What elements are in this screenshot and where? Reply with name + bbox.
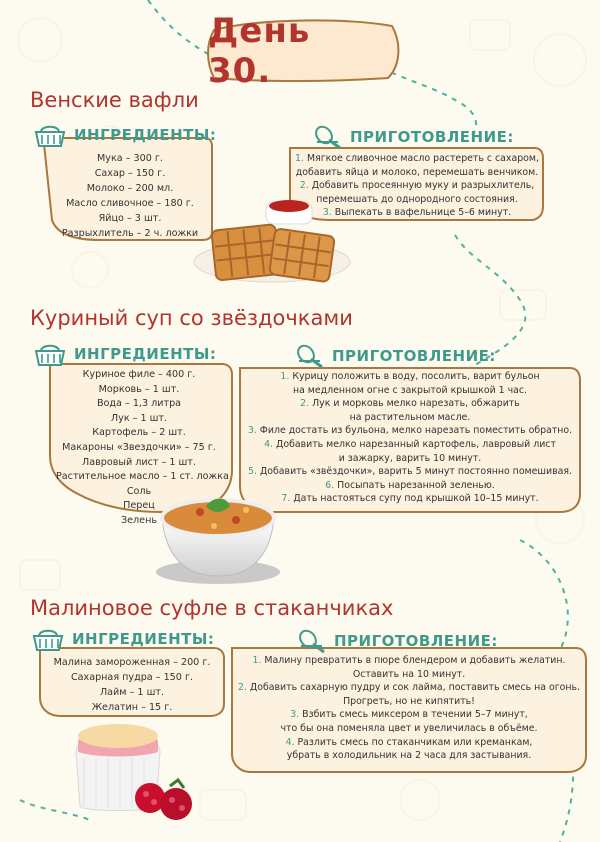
- ingredient-item: Зелень: [120, 514, 157, 526]
- ingredients-list-2: [56, 368, 229, 529]
- ingredient-item: Лук – 1 шт.: [110, 412, 168, 424]
- page-title: День 30.: [208, 11, 311, 91]
- step-line: 7. Дать настояться супу под крышкой 10–15 минут.: [281, 493, 539, 505]
- ingredients-list-3: [42, 655, 222, 715]
- step-line: Оставить на 10 минут.: [352, 668, 466, 680]
- preparation-heading-3: ПРИГОТОВЛЕНИЕ:: [298, 628, 498, 654]
- step-line: 4. Добавить мелко нарезанный картофель, лавровый лист: [264, 438, 556, 450]
- step-line: 3. Взбить смесь миксером в течении 5–7 минут,: [290, 709, 528, 721]
- step-line: на растительном масле.: [349, 411, 471, 423]
- step-line: перемешать до однородного состояния.: [316, 193, 518, 205]
- ingredient-item: Мука – 300 г.: [97, 153, 163, 164]
- ingredient-item: Сахар – 150 г.: [94, 168, 166, 179]
- step-line: 1. Мягкое сливочное масло растереть с сахаром,: [295, 153, 539, 164]
- ingredients-heading-3: ИНГРЕДИЕНТЫ:: [30, 626, 214, 652]
- ingredients-list-1: [52, 151, 208, 241]
- step-line: добавить яйца и молоко, перемешать венчиком.: [295, 166, 539, 178]
- raspberry-souffle-illustration: [76, 724, 192, 820]
- basket-icon: [32, 122, 68, 148]
- recipe-title-1: Венские вафли: [30, 88, 199, 112]
- step-line: убрать в холодильник на 2 часа для застывания.: [286, 750, 532, 762]
- step-line: и зажарку, варить 10 минут.: [338, 452, 482, 464]
- recipe-title-3: Малиновое суфле в стаканчиках: [30, 596, 394, 620]
- ingredients-heading-2: ИНГРЕДИЕНТЫ:: [32, 341, 216, 367]
- step-line: 5. Добавить «звёздочки», варить 5 минут постоянно помешивая.: [248, 466, 572, 478]
- ingredient-item: Лайм – 1 шт.: [99, 687, 165, 698]
- preparation-steps-3: [234, 654, 584, 763]
- ingredient-item: Желатин – 15 г.: [91, 702, 173, 713]
- ingredient-item: Сахарная пудра – 150 г.: [70, 672, 194, 683]
- ingredients-heading-1: ИНГРЕДИЕНТЫ:: [32, 122, 216, 148]
- preparation-steps-1: [294, 152, 540, 220]
- step-line: на медленном огне с закрытой крышкой 1 час.: [292, 384, 528, 396]
- step-line: 4. Разлить смесь по стаканчикам или креманкам,: [285, 736, 533, 748]
- ingredient-item: Макароны «Звездочки» – 75 г.: [62, 441, 216, 453]
- preparation-heading-2: ПРИГОТОВЛЕНИЕ:: [296, 343, 496, 369]
- ingredient-item: Масло сливочное – 180 г.: [66, 198, 194, 209]
- step-line: 2. Добавить сахарную пудру и сок лайма, поставить смесь на огонь.: [237, 682, 580, 694]
- step-line: 1. Малину превратить в пюре блендером и добавить желатин.: [252, 655, 566, 666]
- step-line: 3. Выпекать в вафельнице 5–6 минут.: [322, 207, 512, 219]
- ingredient-item: Лавровый лист – 1 шт.: [82, 456, 196, 468]
- ingredient-item: Разрыхлитель – 2 ч. ложки: [61, 228, 199, 239]
- whisk-icon: [296, 343, 326, 369]
- ingredient-item: Малина замороженная – 200 г.: [53, 657, 211, 668]
- basket-icon: [32, 341, 68, 367]
- ingredient-item: Вода – 1,3 литра: [96, 398, 182, 410]
- ingredient-item: Картофель – 2 шт.: [92, 427, 186, 439]
- ingredient-item: Растительное масло – 1 ст. ложка: [56, 471, 229, 483]
- step-line: 1. Курицу положить в воду, посолить, варит бульон: [280, 371, 540, 382]
- step-line: 2. Лук и морковь мелко нарезать, обжарить: [300, 398, 520, 410]
- recipe-title-2: Куриный суп со звёздочками: [30, 306, 353, 330]
- step-line: что бы она поменяла цвет и увеличилась в объёме.: [280, 722, 538, 734]
- ingredient-item: Перец: [123, 500, 155, 512]
- step-line: 3. Филе достать из бульона, мелко нарезать поместить обратно.: [247, 425, 573, 437]
- preparation-heading-1: ПРИГОТОВЛЕНИЕ:: [314, 124, 514, 150]
- step-line: 2. Добавить просеянную муку и разрыхлитель,: [299, 180, 535, 192]
- whisk-icon: [314, 124, 344, 150]
- ingredient-item: Соль: [126, 485, 152, 497]
- ingredient-item: Куриное филе – 400 г.: [82, 369, 196, 380]
- basket-icon: [30, 626, 66, 652]
- preparation-steps-2: [242, 370, 578, 506]
- ingredient-item: Морковь – 1 шт.: [98, 383, 180, 395]
- ingredient-item: Яйцо – 3 шт.: [98, 213, 162, 224]
- step-line: 6. Посыпать нарезанной зеленью.: [325, 479, 495, 491]
- step-line: Прогреть, но не кипятить!: [343, 695, 475, 707]
- whisk-icon: [298, 628, 328, 654]
- ingredient-item: Молоко – 200 мл.: [86, 183, 174, 194]
